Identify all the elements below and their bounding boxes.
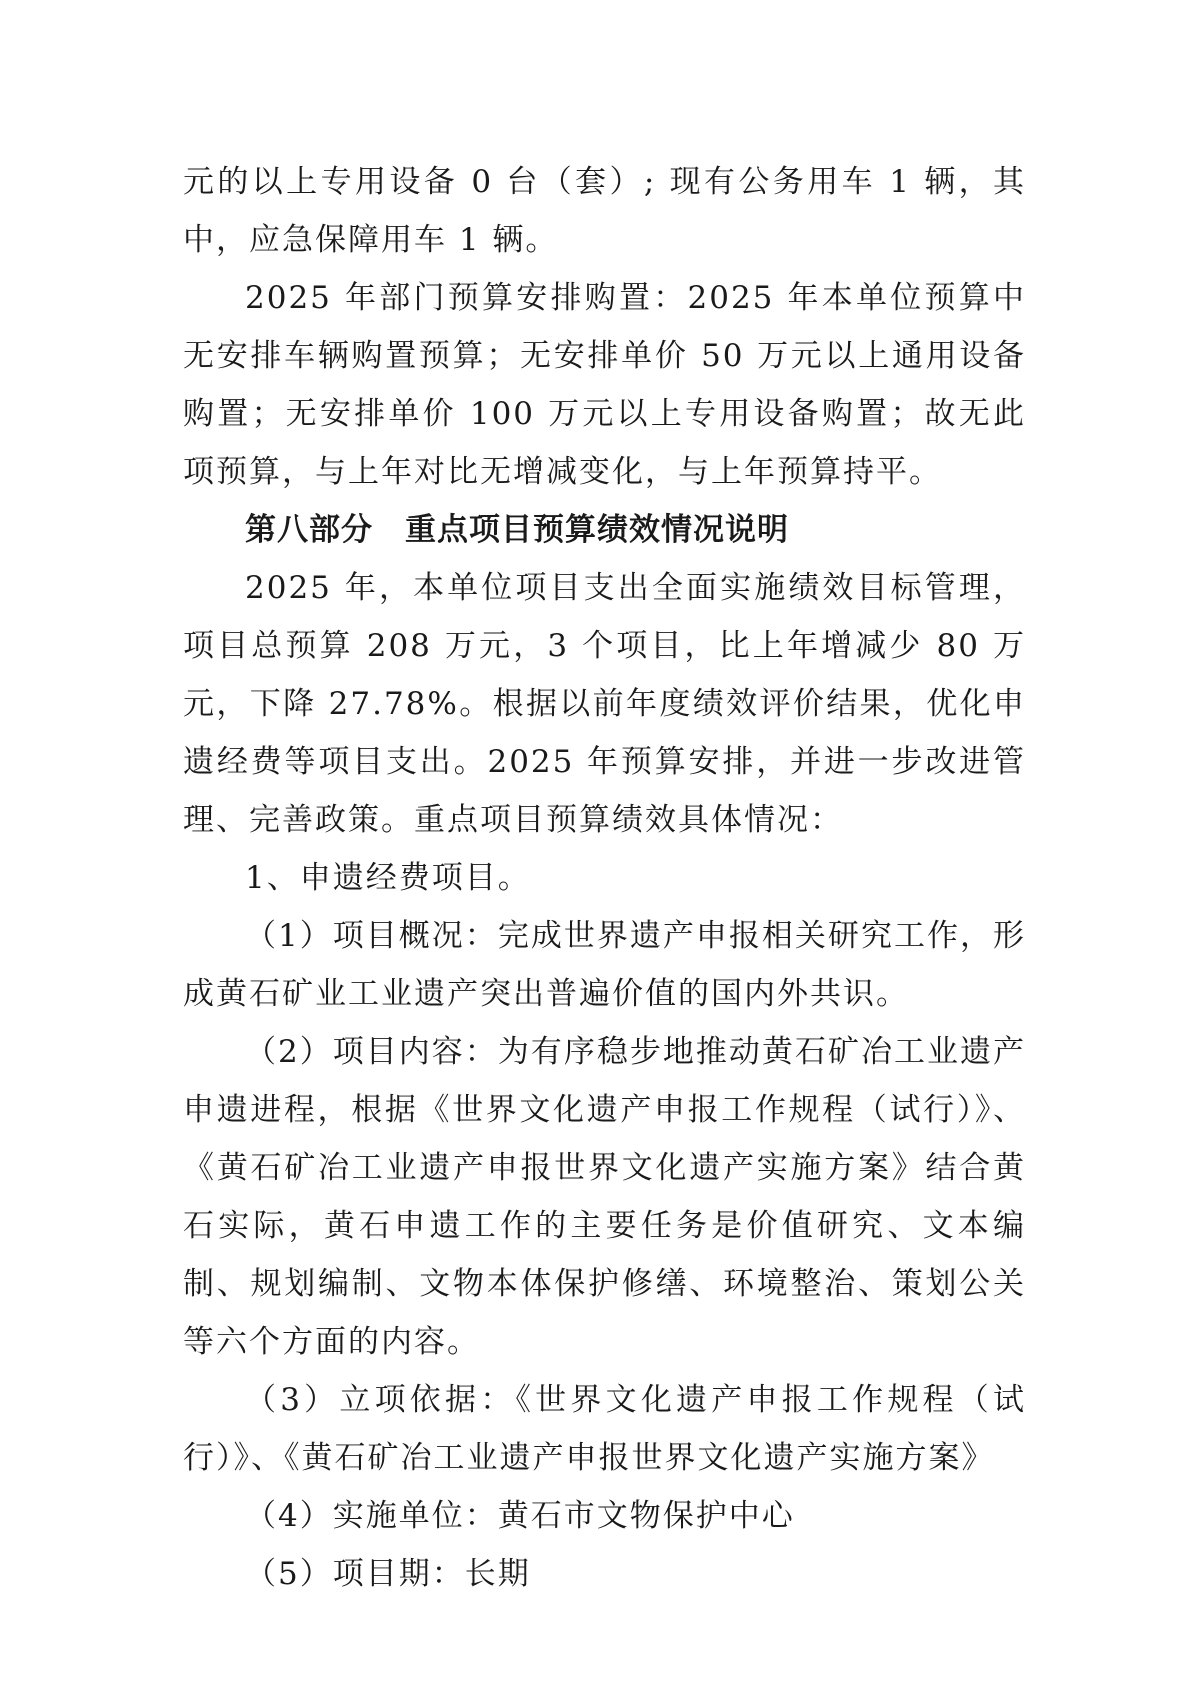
document-body [183,153,1026,1603]
paragraph-budget-purchase: 2025 年部门预算安排购置：2025 年本单位预算中无安排车辆购置预算；无安排单价 50 万元以上通用设备购置；无安排单价 100 万元以上专用设备购置；故无此项预算，与上年对比无增减变化，与上年预算持平。 [183,280,1026,490]
paragraph-implementing-unit: （4）实施单位：黄石市文物保护中心 [245,1498,795,1534]
paragraph-equipment-continuation: 元的以上专用设备 0 台（套）; 现有公务用车 1 辆，其中，应急保障用车 1 辆。 [183,164,1026,258]
paragraph-project-basis: （3）立项依据：《世界文化遗产申报工作规程（试行）》、《黄石矿冶工业遗产申报世界文化遗产实施方案》 [183,1382,1026,1476]
paragraph-project-summary: （1）项目概况：完成世界遗产申报相关研究工作，形成黄石矿业工业遗产突出普遍价值的国内外共识。 [183,918,1026,1012]
section-heading: 第八部分 重点项目预算绩效情况说明 [245,512,789,548]
paragraph-project-content: （2）项目内容：为有序稳步地推动黄石矿冶工业遗产申遗进程，根据《世界文化遗产申报工作规程（试行）》、《黄石矿冶工业遗产申报世界文化遗产实施方案》结合黄石实际，黄石申遗工作的主要任务是价值研究、文本编制、规划编制、文物本体保护修缮、环境整治、策划公关等六个方面的内容。 [183,1034,1026,1360]
paragraph-performance-overview: 2025 年，本单位项目支出全面实施绩效目标管理，项目总预算 208 万元，3 个项目，比上年增减少 80 万元，下降 27.78%。根据以前年度绩效评价结果，优化申遗经费等项目支出。2025 年预算安排，并进一步改进管理、完善政策。重点项目预算绩效具体情况： [183,570,1026,838]
paragraph-project-title: 1、申遗经费项目。 [245,860,531,896]
paragraph-project-period: （5）项目期：长期 [245,1556,531,1592]
